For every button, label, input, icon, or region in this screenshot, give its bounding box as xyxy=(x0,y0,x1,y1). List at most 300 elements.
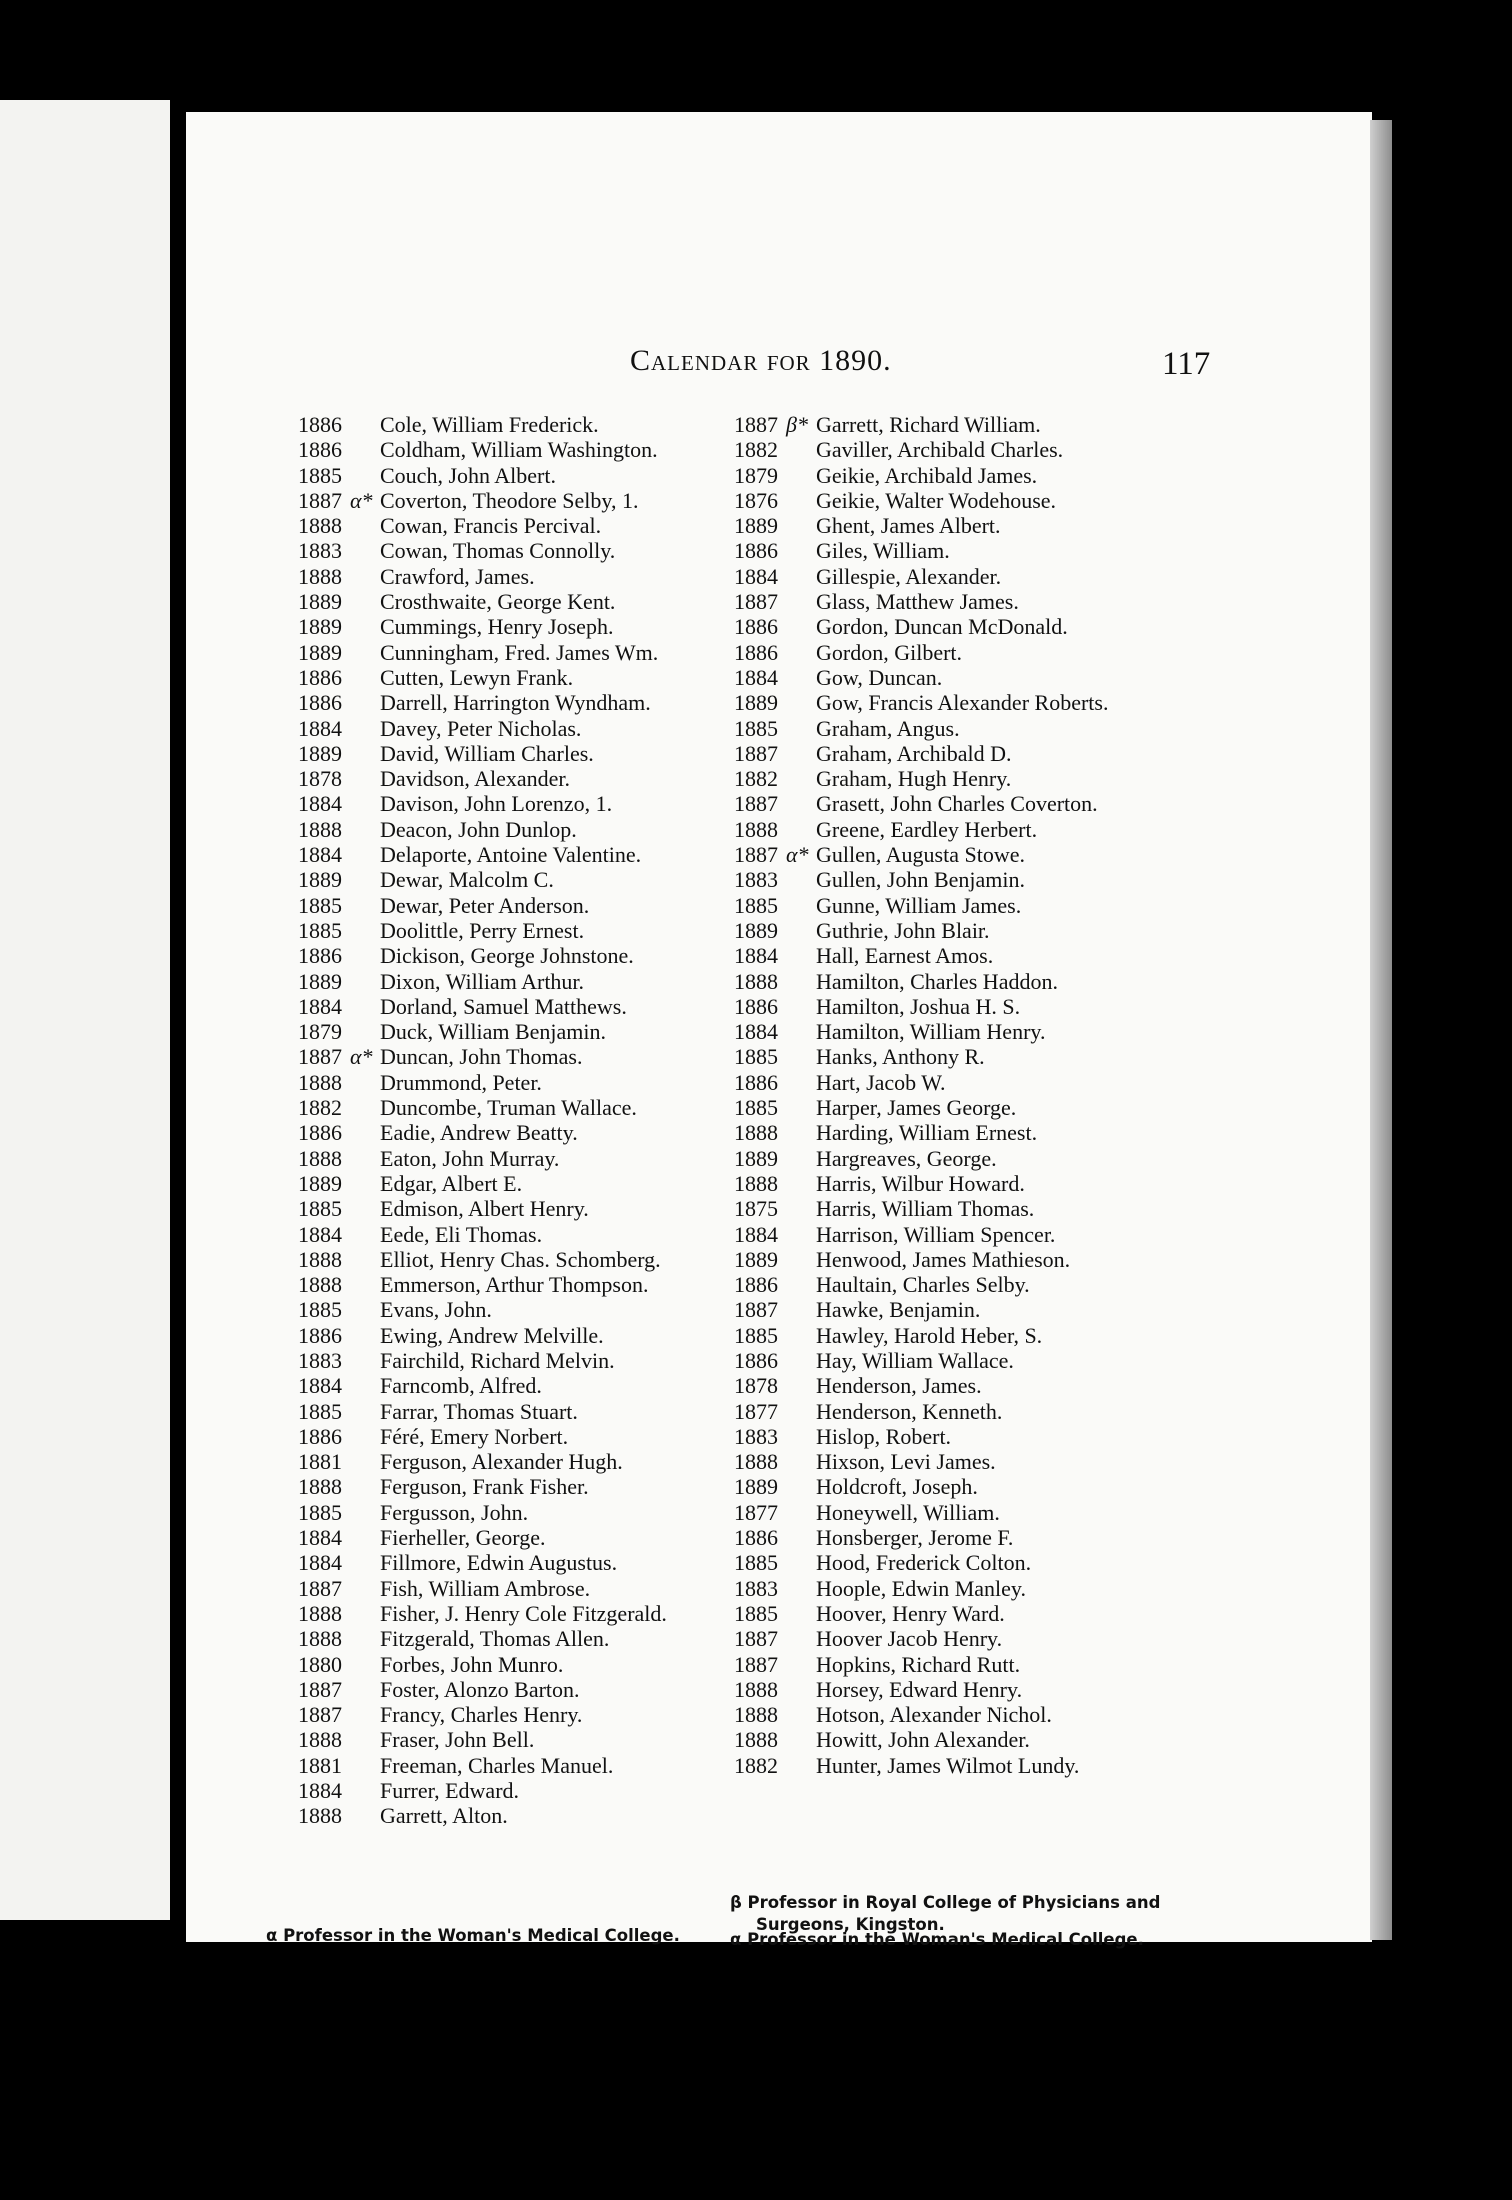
list-item xyxy=(298,1146,667,1171)
entry-year: 1885 xyxy=(298,1196,342,1222)
entry-name: Hamilton, Charles Haddon. xyxy=(816,968,1058,994)
page-header xyxy=(186,344,1372,394)
entry-name: David, William Charles. xyxy=(380,740,594,766)
list-item xyxy=(298,1399,667,1424)
entry-year: 1886 xyxy=(734,1525,778,1551)
entry-name: Honeywell, William. xyxy=(816,1499,1000,1525)
entry-year: 1881 xyxy=(298,1752,342,1778)
entry-name: Hunter, James Wilmot Lundy. xyxy=(816,1752,1080,1778)
list-item xyxy=(298,1677,667,1702)
entry-name: Harper, James George. xyxy=(816,1095,1017,1121)
list-item xyxy=(298,1297,667,1322)
list-item xyxy=(734,1171,1108,1196)
entry-year: 1887 xyxy=(298,487,342,513)
list-item xyxy=(298,1500,667,1525)
entry-year: 1884 xyxy=(298,1778,342,1804)
entry-name: Foster, Alonzo Barton. xyxy=(380,1676,580,1702)
entry-year: 1888 xyxy=(298,1600,342,1626)
list-item xyxy=(734,1146,1108,1171)
entry-year: 1886 xyxy=(298,943,342,969)
entry-name: Cole, William Frederick. xyxy=(380,412,599,437)
entry-year: 1889 xyxy=(298,968,342,994)
list-item xyxy=(298,665,667,690)
entry-name: Geikie, Archibald James. xyxy=(816,462,1038,488)
entry-year: 1888 xyxy=(298,1145,342,1171)
entry-year: 1886 xyxy=(298,690,342,716)
entry-year: 1888 xyxy=(734,816,778,842)
list-item xyxy=(734,1727,1108,1752)
entry-year: 1885 xyxy=(298,892,342,918)
list-item xyxy=(734,1120,1108,1145)
entry-name: Graham, Hugh Henry. xyxy=(816,766,1012,792)
entry-year: 1885 xyxy=(734,892,778,918)
entry-name: Ewing, Andrew Melville. xyxy=(380,1322,604,1348)
entry-year: 1885 xyxy=(298,462,342,488)
entry-year: 1884 xyxy=(734,1221,778,1247)
list-item xyxy=(734,1272,1108,1297)
entry-name: Fairchild, Richard Melvin. xyxy=(380,1347,615,1373)
list-item xyxy=(298,1550,667,1575)
entry-year: 1886 xyxy=(298,1322,342,1348)
entry-year: 1889 xyxy=(734,690,778,716)
list-item xyxy=(734,1702,1108,1727)
entry-name: Hamilton, Joshua H. S. xyxy=(816,993,1021,1019)
list-item xyxy=(734,1525,1108,1550)
entry-year: 1888 xyxy=(298,1727,342,1753)
list-item xyxy=(298,1070,667,1095)
entry-year: 1886 xyxy=(734,1069,778,1095)
list-item xyxy=(298,1323,667,1348)
list-item xyxy=(734,1297,1108,1322)
entry-year: 1884 xyxy=(734,563,778,589)
entry-name: Cowan, Thomas Connolly. xyxy=(380,538,616,564)
entry-year: 1889 xyxy=(298,1170,342,1196)
list-item xyxy=(298,994,667,1019)
entry-name: Henderson, Kenneth. xyxy=(816,1398,1003,1424)
list-item xyxy=(298,1247,667,1272)
entry-name: Fergusson, John. xyxy=(380,1499,529,1525)
entry-name: Elliot, Henry Chas. Schomberg. xyxy=(380,1246,661,1272)
entry-name: Ferguson, Frank Fisher. xyxy=(380,1474,589,1500)
list-item xyxy=(298,1525,667,1550)
list-item xyxy=(298,1196,667,1221)
list-item xyxy=(734,1196,1108,1221)
list-item xyxy=(734,1348,1108,1373)
left-column-list xyxy=(298,412,667,1829)
entry-year: 1882 xyxy=(734,766,778,792)
list-item xyxy=(298,1272,667,1297)
list-item xyxy=(298,918,667,943)
list-item xyxy=(734,842,1108,867)
list-item xyxy=(298,1095,667,1120)
entry-year: 1886 xyxy=(734,614,778,640)
list-item xyxy=(734,716,1108,741)
list-item xyxy=(734,1399,1108,1424)
entry-year: 1887 xyxy=(734,740,778,766)
entry-year: 1884 xyxy=(298,715,342,741)
entry-year: 1886 xyxy=(734,639,778,665)
entry-year: 1888 xyxy=(298,513,342,539)
entry-year: 1884 xyxy=(298,791,342,817)
entry-year: 1889 xyxy=(734,917,778,943)
entry-name: Gullen, John Benjamin. xyxy=(816,867,1025,893)
page-edge-shadow xyxy=(1370,120,1392,1940)
entry-name: Glass, Matthew James. xyxy=(816,589,1019,615)
list-item xyxy=(734,640,1108,665)
footnote-alpha-left: α Professor in the Woman's Medical College. xyxy=(266,1926,680,1945)
list-item xyxy=(298,1576,667,1601)
entry-name: Cutten, Lewyn Frank. xyxy=(380,664,574,690)
entry-year: 1887 xyxy=(298,1676,342,1702)
entry-year: 1888 xyxy=(734,1727,778,1753)
entry-year: 1878 xyxy=(734,1373,778,1399)
entry-name: Delaporte, Antoine Valentine. xyxy=(380,842,642,868)
entry-name: Davey, Peter Nicholas. xyxy=(380,715,582,741)
list-item xyxy=(298,488,667,513)
list-item xyxy=(734,1095,1108,1120)
entry-year: 1885 xyxy=(298,1297,342,1323)
list-item xyxy=(734,1474,1108,1499)
entry-name: Drummond, Peter. xyxy=(380,1069,542,1095)
document-page xyxy=(186,112,1372,1949)
entry-name: Geikie, Walter Wodehouse. xyxy=(816,487,1057,513)
entry-mark: α* xyxy=(350,1044,373,1070)
list-item xyxy=(734,1323,1108,1348)
list-item xyxy=(298,614,667,639)
entry-year: 1887 xyxy=(298,1575,342,1601)
entry-year: 1875 xyxy=(734,1196,778,1222)
entry-year: 1886 xyxy=(298,1120,342,1146)
list-item xyxy=(298,1424,667,1449)
entry-name: Darrell, Harrington Wyndham. xyxy=(380,690,651,716)
right-column-list xyxy=(734,412,1108,1778)
entry-name: Hislop, Robert. xyxy=(816,1423,952,1449)
entry-year: 1889 xyxy=(298,614,342,640)
entry-name: Harris, Wilbur Howard. xyxy=(816,1170,1025,1196)
entry-name: Eadie, Andrew Beatty. xyxy=(380,1120,578,1146)
entry-name: Doolittle, Perry Ernest. xyxy=(380,917,585,943)
entry-year: 1889 xyxy=(734,513,778,539)
list-item xyxy=(734,1626,1108,1651)
entry-name: Davidson, Alexander. xyxy=(380,766,571,792)
list-item xyxy=(734,867,1108,892)
entry-name: Henwood, James Mathieson. xyxy=(816,1246,1071,1272)
entry-name: Farncomb, Alfred. xyxy=(380,1373,542,1399)
entry-name: Deacon, John Dunlop. xyxy=(380,816,577,842)
entry-name: Howitt, John Alexander. xyxy=(816,1727,1030,1753)
list-item xyxy=(298,1702,667,1727)
entry-year: 1886 xyxy=(298,437,342,463)
list-item xyxy=(734,893,1108,918)
list-item xyxy=(298,640,667,665)
list-item xyxy=(298,969,667,994)
entry-year: 1879 xyxy=(734,462,778,488)
entry-name: Harris, William Thomas. xyxy=(816,1196,1035,1222)
entry-name: Farrar, Thomas Stuart. xyxy=(380,1398,578,1424)
list-item xyxy=(734,564,1108,589)
entry-name: Edmison, Albert Henry. xyxy=(380,1196,589,1222)
list-item xyxy=(298,1626,667,1651)
entry-name: Graham, Archibald D. xyxy=(816,740,1012,766)
entry-name: Dorland, Samuel Matthews. xyxy=(380,993,627,1019)
list-item xyxy=(734,412,1108,437)
entry-name: Garrett, Alton. xyxy=(380,1803,508,1829)
entry-name: Freeman, Charles Manuel. xyxy=(380,1752,614,1778)
list-item xyxy=(734,538,1108,563)
entry-name: Gullen, Augusta Stowe. xyxy=(816,842,1025,868)
entry-name: Gaviller, Archibald Charles. xyxy=(816,437,1064,463)
entry-name: Fillmore, Edwin Augustus. xyxy=(380,1550,618,1576)
entry-name: Gordon, Duncan McDonald. xyxy=(816,614,1068,640)
entry-year: 1888 xyxy=(734,1702,778,1728)
entry-name: Hood, Frederick Colton. xyxy=(816,1550,1032,1576)
entry-name: Haultain, Charles Selby. xyxy=(816,1272,1030,1298)
list-item xyxy=(298,893,667,918)
entry-year: 1882 xyxy=(734,1752,778,1778)
entry-name: Garrett, Richard William. xyxy=(816,412,1041,437)
entry-year: 1888 xyxy=(298,816,342,842)
entry-name: Gordon, Gilbert. xyxy=(816,639,963,665)
list-item xyxy=(734,463,1108,488)
list-item xyxy=(734,766,1108,791)
list-item xyxy=(734,1247,1108,1272)
entry-name: Grasett, John Charles Coverton. xyxy=(816,791,1098,817)
entry-year: 1889 xyxy=(734,1246,778,1272)
entry-name: Hoover, Henry Ward. xyxy=(816,1600,1005,1626)
entry-year: 1888 xyxy=(298,1626,342,1652)
entry-year: 1884 xyxy=(734,1019,778,1045)
entry-mark: α* xyxy=(350,487,373,513)
list-item xyxy=(298,1019,667,1044)
list-item xyxy=(298,1803,667,1828)
list-item xyxy=(734,1601,1108,1626)
list-item xyxy=(734,488,1108,513)
entry-name: Dixon, William Arthur. xyxy=(380,968,585,994)
entry-name: Dickison, George Johnstone. xyxy=(380,943,634,969)
entry-year: 1884 xyxy=(298,1525,342,1551)
entry-name: Evans, John. xyxy=(380,1297,492,1323)
entry-name: Harrison, William Spencer. xyxy=(816,1221,1056,1247)
entry-year: 1888 xyxy=(298,1246,342,1272)
entry-year: 1888 xyxy=(734,1676,778,1702)
entry-year: 1886 xyxy=(298,412,342,437)
entry-name: Hamilton, William Henry. xyxy=(816,1019,1046,1045)
entry-year: 1885 xyxy=(734,1044,778,1070)
footnote-alpha-right: α Professor in the Woman's Medical College. xyxy=(730,1930,1144,1949)
list-item xyxy=(298,1727,667,1752)
list-item xyxy=(298,716,667,741)
entry-year: 1877 xyxy=(734,1398,778,1424)
list-item xyxy=(734,994,1108,1019)
entry-year: 1888 xyxy=(298,563,342,589)
entry-mark: β* xyxy=(786,412,808,437)
list-item xyxy=(734,1677,1108,1702)
entry-name: Eaton, John Murray. xyxy=(380,1145,560,1171)
entry-name: Duck, William Benjamin. xyxy=(380,1019,607,1045)
entry-year: 1886 xyxy=(734,993,778,1019)
entry-year: 1889 xyxy=(734,1145,778,1171)
entry-name: Coverton, Theodore Selby, 1. xyxy=(380,487,639,513)
entry-name: Ghent, James Albert. xyxy=(816,513,1001,539)
entry-year: 1884 xyxy=(298,842,342,868)
list-item xyxy=(298,589,667,614)
list-item xyxy=(298,766,667,791)
entry-name: Coldham, William Washington. xyxy=(380,437,658,463)
entry-year: 1876 xyxy=(734,487,778,513)
entry-year: 1889 xyxy=(298,740,342,766)
entry-year: 1887 xyxy=(734,791,778,817)
entry-year: 1887 xyxy=(734,412,778,437)
list-item xyxy=(298,412,667,437)
list-item xyxy=(298,842,667,867)
entry-name: Edgar, Albert E. xyxy=(380,1170,523,1196)
list-item xyxy=(298,690,667,715)
entry-name: Honsberger, Jerome F. xyxy=(816,1525,1014,1551)
entry-year: 1889 xyxy=(298,589,342,615)
entry-name: Giles, William. xyxy=(816,538,950,564)
entry-name: Eede, Eli Thomas. xyxy=(380,1221,543,1247)
list-item xyxy=(734,665,1108,690)
list-item xyxy=(734,1652,1108,1677)
entry-year: 1885 xyxy=(734,1600,778,1626)
entry-year: 1885 xyxy=(734,1322,778,1348)
entry-name: Hay, William Wallace. xyxy=(816,1347,1014,1373)
entry-mark: α* xyxy=(786,842,809,868)
list-item xyxy=(298,1449,667,1474)
list-item xyxy=(734,1044,1108,1069)
entry-name: Davison, John Lorenzo, 1. xyxy=(380,791,613,817)
list-item xyxy=(734,969,1108,994)
entry-name: Fisher, J. Henry Cole Fitzgerald. xyxy=(380,1600,667,1626)
list-item xyxy=(734,1019,1108,1044)
entry-year: 1888 xyxy=(734,1449,778,1475)
entry-name: Duncombe, Truman Wallace. xyxy=(380,1095,637,1121)
list-item xyxy=(734,1424,1108,1449)
list-item xyxy=(734,1449,1108,1474)
entry-year: 1886 xyxy=(734,1347,778,1373)
entry-year: 1887 xyxy=(734,842,778,868)
entry-year: 1887 xyxy=(734,589,778,615)
list-item xyxy=(734,943,1108,968)
entry-year: 1881 xyxy=(298,1449,342,1475)
entry-name: Gillespie, Alexander. xyxy=(816,563,1002,589)
entry-year: 1889 xyxy=(734,1474,778,1500)
entry-year: 1888 xyxy=(298,1474,342,1500)
entry-name: Gunne, William James. xyxy=(816,892,1022,918)
entry-year: 1886 xyxy=(298,1423,342,1449)
entry-name: Dewar, Malcolm C. xyxy=(380,867,554,893)
list-item xyxy=(298,867,667,892)
entry-year: 1889 xyxy=(298,867,342,893)
list-item xyxy=(298,1120,667,1145)
entry-year: 1888 xyxy=(298,1069,342,1095)
footnote-beta-line2: Surgeons, Kingston. xyxy=(756,1915,945,1934)
entry-name: Crawford, James. xyxy=(380,563,535,589)
entry-name: Hixson, Levi James. xyxy=(816,1449,996,1475)
list-item xyxy=(298,1222,667,1247)
list-item xyxy=(734,1753,1108,1778)
entry-name: Gow, Francis Alexander Roberts. xyxy=(816,690,1109,716)
entry-name: Furrer, Edward. xyxy=(380,1778,520,1804)
entry-name: Cowan, Francis Percival. xyxy=(380,513,602,539)
entry-year: 1885 xyxy=(734,1095,778,1121)
list-item xyxy=(734,513,1108,538)
entry-name: Hoover Jacob Henry. xyxy=(816,1626,1003,1652)
entry-name: Féré, Emery Norbert. xyxy=(380,1423,569,1449)
entry-name: Francy, Charles Henry. xyxy=(380,1702,583,1728)
facing-page-edge xyxy=(0,100,170,1920)
list-item xyxy=(298,1753,667,1778)
entry-name: Dewar, Peter Anderson. xyxy=(380,892,590,918)
entry-year: 1888 xyxy=(734,968,778,994)
entry-name: Crosthwaite, George Kent. xyxy=(380,589,616,615)
entry-name: Couch, John Albert. xyxy=(380,462,556,488)
list-item xyxy=(298,1373,667,1398)
list-item xyxy=(298,943,667,968)
entry-year: 1887 xyxy=(734,1297,778,1323)
entry-name: Hawke, Benjamin. xyxy=(816,1297,981,1323)
entry-name: Harding, William Ernest. xyxy=(816,1120,1038,1146)
entry-year: 1884 xyxy=(298,1373,342,1399)
entry-name: Hoople, Edwin Manley. xyxy=(816,1575,1026,1601)
list-item xyxy=(734,1222,1108,1247)
list-item xyxy=(298,1171,667,1196)
list-item xyxy=(734,614,1108,639)
list-item xyxy=(734,1373,1108,1398)
list-item xyxy=(734,741,1108,766)
entry-year: 1883 xyxy=(298,1347,342,1373)
entry-name: Cummings, Henry Joseph. xyxy=(380,614,614,640)
list-item xyxy=(734,589,1108,614)
list-item xyxy=(298,791,667,816)
list-item xyxy=(298,1652,667,1677)
entry-year: 1889 xyxy=(298,639,342,665)
entry-name: Gow, Duncan. xyxy=(816,664,943,690)
list-item xyxy=(298,817,667,842)
list-item xyxy=(734,1500,1108,1525)
entry-year: 1887 xyxy=(734,1626,778,1652)
running-title: Calendar for 1890. xyxy=(630,344,892,377)
entry-year: 1885 xyxy=(298,917,342,943)
entry-year: 1885 xyxy=(298,1499,342,1525)
entry-year: 1884 xyxy=(734,943,778,969)
entry-name: Greene, Eardley Herbert. xyxy=(816,816,1038,842)
entry-year: 1882 xyxy=(298,1095,342,1121)
list-item xyxy=(734,1070,1108,1095)
entry-year: 1888 xyxy=(298,1272,342,1298)
entry-year: 1886 xyxy=(298,664,342,690)
entry-year: 1885 xyxy=(734,1550,778,1576)
list-item xyxy=(734,1576,1108,1601)
list-item xyxy=(734,791,1108,816)
entry-year: 1884 xyxy=(298,993,342,1019)
entry-year: 1877 xyxy=(734,1499,778,1525)
entry-name: Fraser, John Bell. xyxy=(380,1727,535,1753)
entry-year: 1888 xyxy=(734,1120,778,1146)
list-item xyxy=(734,690,1108,715)
footnote-beta-line1: β Professor in Royal College of Physicians and xyxy=(730,1893,1161,1912)
list-item xyxy=(298,513,667,538)
list-item xyxy=(734,1550,1108,1575)
entry-year: 1888 xyxy=(298,1803,342,1829)
entry-name: Fish, William Ambrose. xyxy=(380,1575,591,1601)
list-item xyxy=(298,538,667,563)
entry-name: Guthrie, John Blair. xyxy=(816,917,990,943)
entry-name: Henderson, James. xyxy=(816,1373,982,1399)
entry-year: 1887 xyxy=(298,1702,342,1728)
entry-year: 1883 xyxy=(734,1423,778,1449)
entry-name: Graham, Angus. xyxy=(816,715,960,741)
